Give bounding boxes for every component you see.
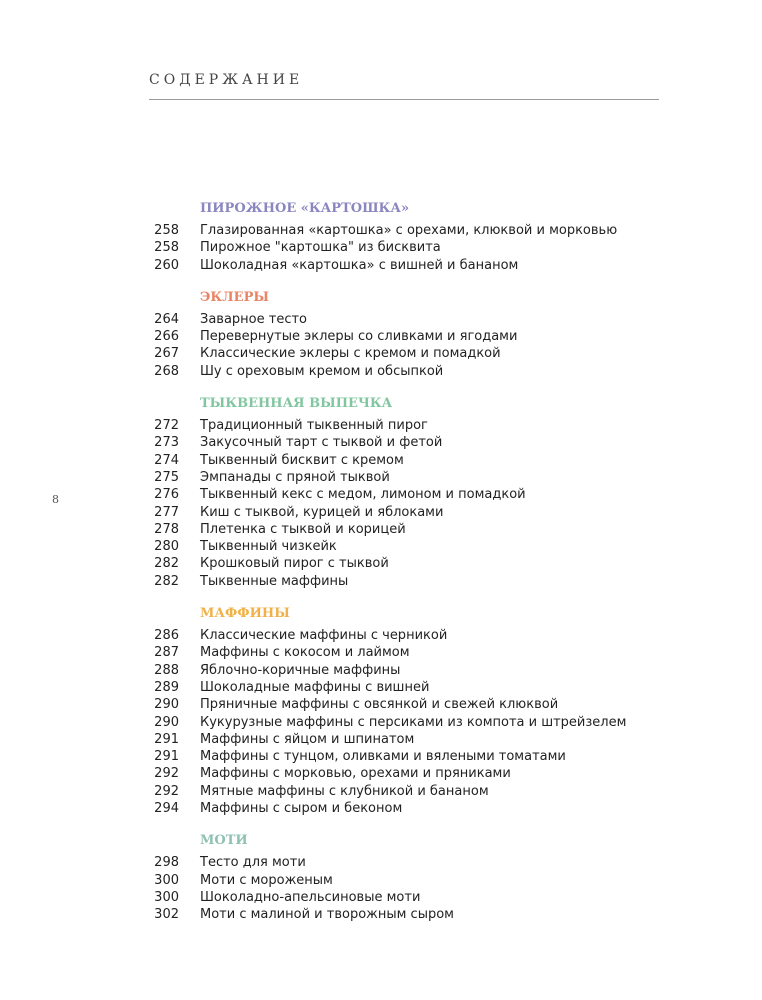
toc-section [0, 394, 762, 590]
entry-page-number: 300 [154, 889, 179, 905]
entry-page-number: 260 [154, 257, 179, 273]
section-title: МАФФИНЫ [200, 606, 290, 622]
section-title: ЭКЛЕРЫ [200, 289, 269, 305]
toc-entry [0, 469, 762, 486]
toc-entry [0, 854, 762, 871]
entry-page-number: 282 [154, 556, 179, 572]
entry-title: Традиционный тыквенный пирог [200, 418, 428, 434]
entry-title: Кукурузные маффины с персиками из компота и штрейзелем [200, 714, 627, 730]
entry-page-number: 290 [154, 697, 179, 713]
entry-title: Классические эклеры с кремом и помадкой [200, 346, 501, 362]
entry-page-number: 278 [154, 521, 179, 537]
header-divider [149, 99, 659, 100]
entry-title: Киш с тыквой, курицей и яблоками [200, 504, 444, 520]
toc-entry [0, 679, 762, 696]
entry-page-number: 302 [154, 907, 179, 923]
entry-title: Пирожное "картошка" из бисквита [200, 240, 441, 256]
toc-entry [0, 222, 762, 239]
toc-entry [0, 328, 762, 345]
toc-entry [0, 239, 762, 256]
entry-page-number: 276 [154, 487, 179, 503]
page-title: СОДЕРЖАНИЕ [149, 72, 304, 88]
entry-title: Маффины с яйцом и шпинатом [200, 731, 415, 747]
section-title: МОТИ [200, 833, 248, 849]
toc-entry [0, 872, 762, 889]
toc-entry [0, 906, 762, 923]
toc-entry [0, 504, 762, 521]
toc-entry [0, 644, 762, 661]
entry-title: Перевернутые эклеры со сливками и ягодами [200, 329, 518, 345]
toc-entry [0, 311, 762, 328]
toc-entry [0, 452, 762, 469]
toc-entry [0, 555, 762, 572]
toc-entry [0, 417, 762, 434]
entry-page-number: 266 [154, 329, 179, 345]
entry-title: Шоколадно-апельсиновые моти [200, 889, 421, 905]
toc-entry [0, 627, 762, 644]
table-of-contents [0, 199, 762, 938]
toc-section [0, 604, 762, 817]
entry-title: Классические маффины с черникой [200, 628, 448, 644]
entry-title: Тесто для моти [200, 855, 306, 871]
toc-section [0, 831, 762, 923]
toc-entry [0, 765, 762, 782]
entry-page-number: 292 [154, 783, 179, 799]
entry-page-number: 291 [154, 749, 179, 765]
toc-entry [0, 889, 762, 906]
toc-entry [0, 538, 762, 555]
entry-title: Шоколадные маффины с вишней [200, 679, 430, 695]
entry-page-number: 288 [154, 662, 179, 678]
entry-page-number: 286 [154, 628, 179, 644]
entry-title: Эмпанады с пряной тыквой [200, 469, 390, 485]
toc-section [0, 288, 762, 380]
entry-title: Шу с ореховым кремом и обсыпкой [200, 363, 444, 379]
entry-page-number: 300 [154, 872, 179, 888]
entry-page-number: 268 [154, 363, 179, 379]
toc-entry [0, 800, 762, 817]
entry-title: Пряничные маффины с овсянкой и свежей клюквой [200, 697, 559, 713]
entry-title: Маффины с кокосом и лаймом [200, 645, 410, 661]
toc-entry [0, 434, 762, 451]
toc-entry [0, 731, 762, 748]
entry-page-number: 291 [154, 731, 179, 747]
entry-title: Крошковый пирог с тыквой [200, 556, 389, 572]
page-number: 8 [52, 493, 59, 506]
toc-entry [0, 363, 762, 380]
toc-entry [0, 662, 762, 679]
entry-title: Мятные маффины с клубникой и бананом [200, 783, 489, 799]
entry-page-number: 258 [154, 240, 179, 256]
toc-entry [0, 486, 762, 503]
toc-entry [0, 783, 762, 800]
entry-title: Тыквенный чизкейк [200, 539, 337, 555]
entry-page-number: 298 [154, 855, 179, 871]
entry-page-number: 287 [154, 645, 179, 661]
entry-page-number: 294 [154, 801, 179, 817]
entry-title: Тыквенный кекс с медом, лимоном и помадкой [200, 487, 526, 503]
toc-entry [0, 696, 762, 713]
toc-entry [0, 521, 762, 538]
entry-title: Моти с мороженым [200, 872, 333, 888]
entry-page-number: 274 [154, 452, 179, 468]
entry-title: Шоколадная «картошка» с вишней и бананом [200, 257, 519, 273]
entry-page-number: 282 [154, 573, 179, 589]
toc-entry [0, 714, 762, 731]
section-title: ПИРОЖНОЕ «КАРТОШКА» [200, 201, 410, 216]
toc-entry [0, 748, 762, 765]
entry-page-number: 280 [154, 539, 179, 555]
entry-page-number: 273 [154, 435, 179, 451]
entry-page-number: 272 [154, 418, 179, 434]
entry-title: Глазированная «картошка» с орехами, клюквой и морковью [200, 223, 618, 238]
entry-page-number: 290 [154, 714, 179, 730]
toc-entry [0, 345, 762, 362]
entry-page-number: 289 [154, 679, 179, 695]
entry-title: Маффины с морковью, орехами и пряниками [200, 766, 511, 782]
toc-section [0, 199, 762, 274]
entry-title: Маффины с тунцом, оливками и вялеными томатами [200, 749, 566, 765]
entry-title: Тыквенный бисквит с кремом [200, 452, 404, 468]
entry-page-number: 258 [154, 223, 179, 238]
toc-entry [0, 257, 762, 274]
entry-title: Тыквенные маффины [200, 573, 349, 589]
section-title: ТЫКВЕННАЯ ВЫПЕЧКА [200, 396, 393, 412]
entry-page-number: 264 [154, 311, 179, 327]
entry-title: Яблочно-коричные маффины [200, 662, 401, 678]
entry-title: Маффины с сыром и беконом [200, 801, 403, 817]
entry-page-number: 275 [154, 469, 179, 485]
entry-page-number: 292 [154, 766, 179, 782]
entry-title: Закусочный тарт с тыквой и фетой [200, 435, 443, 451]
entry-page-number: 277 [154, 504, 179, 520]
entry-title: Плетенка с тыквой и корицей [200, 521, 406, 537]
entry-title: Заварное тесто [200, 311, 308, 327]
entry-title: Моти с малиной и творожным сыром [200, 907, 454, 923]
toc-entry [0, 573, 762, 590]
entry-page-number: 267 [154, 346, 179, 362]
